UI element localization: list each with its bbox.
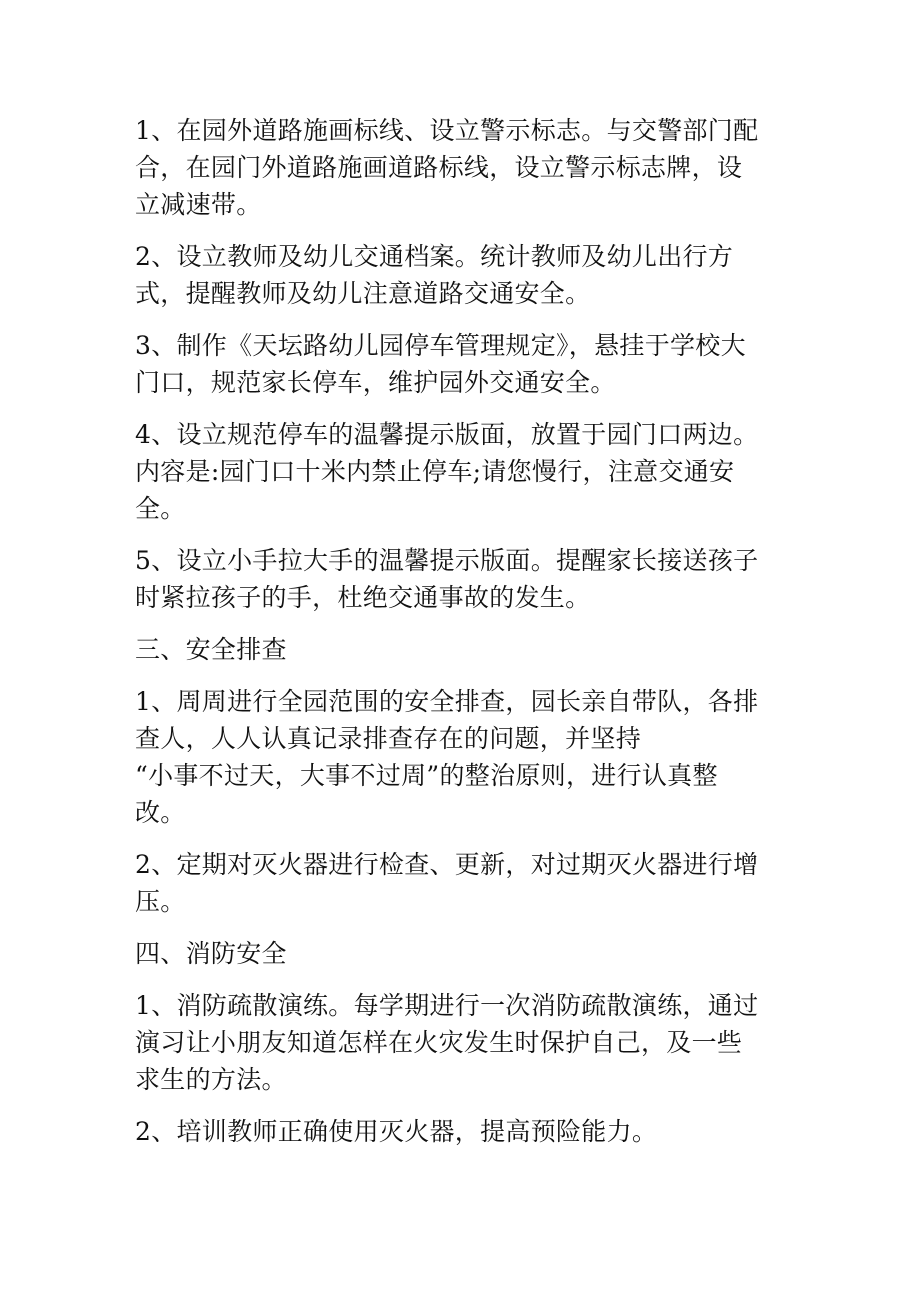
document-body: [135, 112, 785, 1165]
paragraph-evacuation-drill: 1、消防疏散演练。每学期进行一次消防疏散演练，通过 演习让小朋友知道怎样在火灾发生时保护自己，及一些 求生的方法。: [135, 991, 759, 1094]
paragraph-traffic-records: 2、设立教师及幼儿交通档案。统计教师及幼儿出行方 式，提醒教师及幼儿注意道路交通安全。: [135, 242, 734, 308]
section-heading-safety-inspection: 三、安全排查: [135, 635, 287, 664]
paragraph-traffic-markings: 1、在园外道路施画标线、设立警示标志。与交警部门配 合，在园门外道路施画道路标线，设立警示标志牌，设 立减速带。: [135, 116, 759, 219]
section-heading-fire-safety: 四、消防安全: [135, 939, 287, 968]
paragraph-parking-reminder: 4、设立规范停车的温馨提示版面，放置于园门口两边。 内容是:园门口十米内禁止停车;请您慢行，注意交通安 全。: [135, 420, 759, 523]
paragraph-extinguisher-check: 2、定期对灭火器进行检查、更新，对过期灭火器进行增 压。: [135, 850, 759, 916]
paragraph-extinguisher-training: 2、培训教师正确使用灭火器，提高预险能力。: [135, 1117, 658, 1146]
paragraph-weekly-inspection: 1、周周进行全园范围的安全排查，园长亲自带队，各排 查人，人人认真记录排查存在的问题，并坚持 “小事不过天，大事不过周”的整治原则，进行认真整 改。: [135, 687, 759, 827]
paragraph-parking-rules: 3、制作《天坛路幼儿园停车管理规定》，悬挂于学校大 门口，规范家长停车，维护园外交通安全。: [135, 331, 746, 397]
paragraph-hand-in-hand-reminder: 5、设立小手拉大手的温馨提示版面。提醒家长接送孩子 时紧拉孩子的手，杜绝交通事故的发生。: [135, 546, 759, 612]
